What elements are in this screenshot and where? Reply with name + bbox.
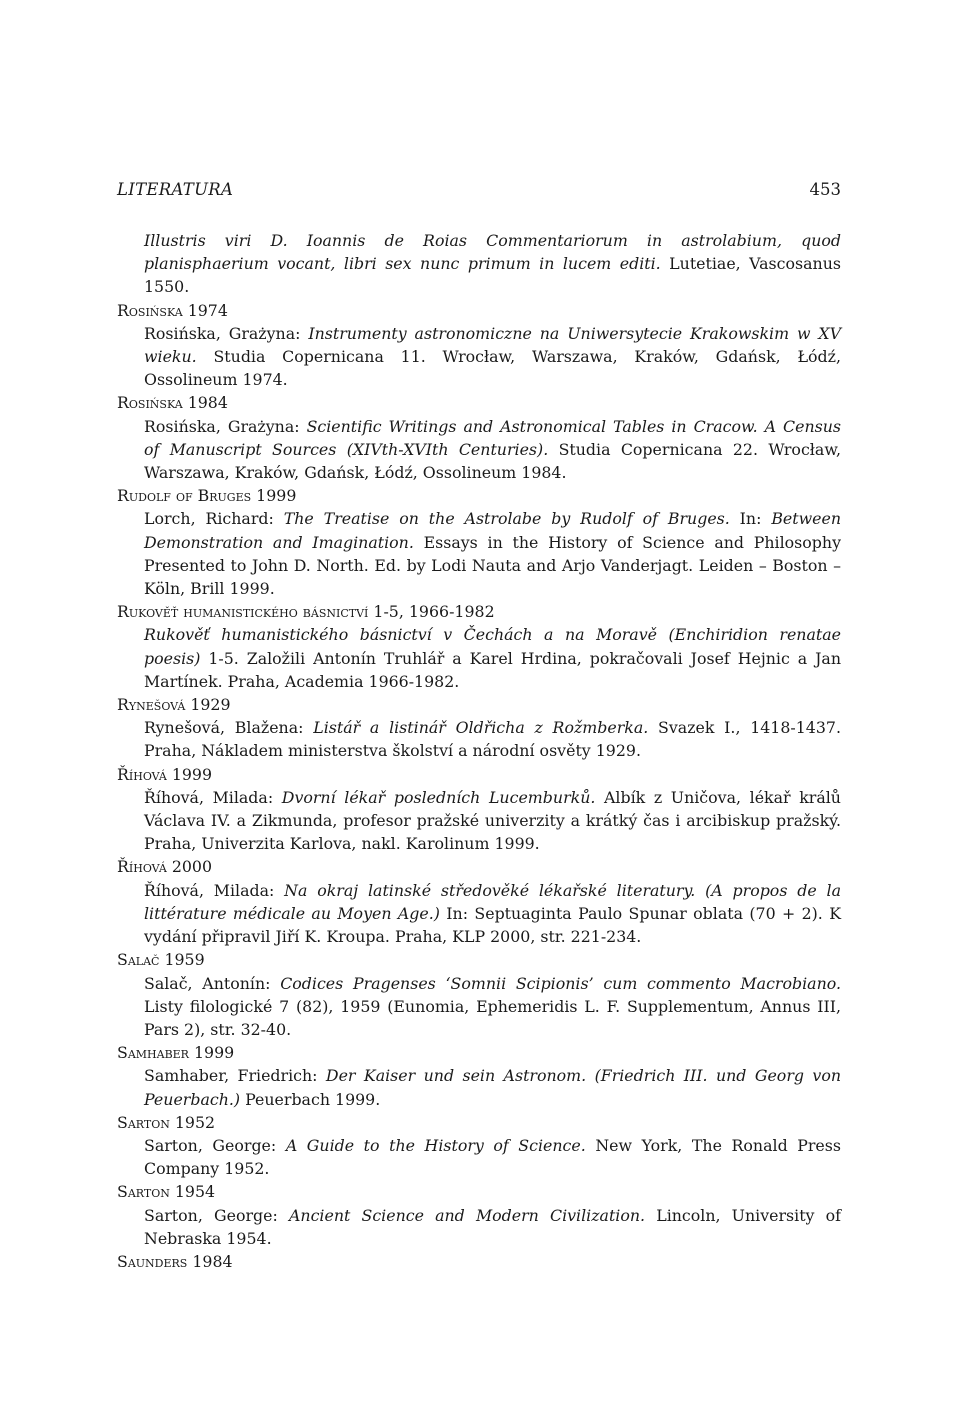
entry-key: Saunders 1984 <box>117 1251 233 1271</box>
bibliography-entry <box>117 693 841 763</box>
bibliography-entry <box>117 229 841 299</box>
entry-citation <box>117 229 841 299</box>
citation-title: Ancient Science and Modern Civilization. <box>288 1205 646 1225</box>
bibliography-list <box>117 229 841 1273</box>
entry-citation <box>117 1064 841 1110</box>
entry-citation <box>117 1204 841 1250</box>
running-head <box>117 180 841 199</box>
citation-text: Sarton, George: <box>144 1205 289 1225</box>
citation-title: The Treatise on the Astrolabe by Rudolf of Bruges. <box>283 509 730 529</box>
page-number: 453 <box>809 180 841 199</box>
bibliography-entry <box>117 484 841 600</box>
entry-key: Rukověť humanistického básnictví 1-5, 1966-1982 <box>117 602 495 622</box>
citation-title: Rukověť humanistického básnictví v Čechách a na Moravě (Enchiridion renatae poesis) <box>144 625 841 668</box>
citation-text: Listy filologické 7 (82), 1959 (Eunomia, Ephemeridis L. F. Supplementum, Annus III, Pars 2), str. 32-40. <box>144 996 841 1039</box>
bibliography-entry <box>117 948 841 1041</box>
entry-key: Salač 1959 <box>117 950 205 970</box>
citation-title: A Guide to the History of Science. <box>285 1135 586 1155</box>
page <box>117 180 841 1273</box>
bibliography-entry <box>117 855 841 948</box>
citation-text: Studia Copernicana 11. Wrocław, Warszawa, Kraków, Gdańsk, Łódź, Ossolineum 1974. <box>144 347 841 390</box>
entry-citation <box>117 1134 841 1180</box>
citation-text: Rynešová, Blažena: <box>144 718 314 738</box>
citation-text: Rosińska, Grażyna: <box>144 416 307 436</box>
bibliography-entry <box>117 600 841 693</box>
citation-text: Lutetiae, Vascosanus 1550. <box>144 254 841 297</box>
entry-key: Sarton 1954 <box>117 1182 216 1202</box>
citation-title: Der Kaiser und sein Astronom. (Friedrich III. und Georg von Peuerbach.) <box>144 1066 842 1109</box>
entry-key: Říhová 1999 <box>117 764 213 784</box>
citation-title: Na okraj latinské středověké lékařské literatury. (A propos de la littérature médicale au Moyen Age.) <box>144 880 841 923</box>
bibliography-entry <box>117 1111 841 1181</box>
citation-text: Lincoln, University of Nebraska 1954. <box>144 1205 841 1248</box>
entry-key: Sarton 1952 <box>117 1112 216 1132</box>
citation-text: Salač, Antonín: <box>144 973 281 993</box>
citation-title: Dvorní lékař posledních Lucemburků. <box>281 787 596 807</box>
bibliography-entry <box>117 391 841 484</box>
bibliography-entry <box>117 763 841 856</box>
citation-title: Instrumenty astronomiczne na Uniwersytecie Krakowskim w XV wieku. <box>144 323 841 367</box>
citation-title: Codices Pragenses ‘Somnii Scipionis’ cum commento Macrobiano. <box>280 973 841 993</box>
entry-citation <box>117 786 841 856</box>
citation-text: 1-5. Založili Antonín Truhlář a Karel Hrdina, pokračovali Josef Hejnic a Jan Martínek. Praha, Academia 1966-1982. <box>144 648 841 691</box>
citation-text: In: Septuaginta Paulo Spunar oblata (70 + 2). K vydání připravil Jiří K. Kroupa. Praha, KLP 2000, str. 221-234. <box>144 903 841 947</box>
entry-citation <box>117 507 841 600</box>
entry-citation <box>117 972 841 1042</box>
citation-text: New York, The Ronald Press Company 1952. <box>144 1135 841 1179</box>
entry-key: Rosińska 1984 <box>117 393 228 413</box>
bibliography-entry <box>117 1041 841 1111</box>
citation-text: Rosińska, Grażyna: <box>144 323 309 343</box>
entry-key: Rudolf of Bruges 1999 <box>117 486 297 506</box>
citation-title: Scientific Writings and Astronomical Tables in Cracow. A Census of Manuscript Sources (XIVth-XVIth Centuries). <box>144 416 842 459</box>
entry-citation <box>117 716 841 762</box>
citation-text: Říhová, Milada: <box>144 787 282 807</box>
citation-title: Between Demonstration and Imagination. <box>144 509 842 552</box>
citation-text: In: <box>729 509 772 529</box>
citation-text: Svazek I., 1418-1437. Praha, Nákladem ministerstva školství a národní osvěty 1929. <box>144 718 841 761</box>
citation-title: Illustris viri D. Ioannis de Roias Commentariorum in astrolabium, quod planisphaerium vocant, libri sex nunc primum in lucem editi. <box>144 231 841 274</box>
citation-text: Peuerbach 1999. <box>240 1089 381 1109</box>
entry-key: Rosińska 1974 <box>117 300 228 320</box>
entry-citation <box>117 623 841 693</box>
citation-text: Říhová, Milada: <box>144 880 285 900</box>
citation-text: Albík z Uničova, lékař králů Václava IV. a Zikmunda, profesor pražské univerzity a krátký čas i arcibiskup pražský. Praha, Univerzita Karlova, nakl. Karolinum 1999. <box>144 787 841 854</box>
entry-citation <box>117 415 841 485</box>
citation-text: Studia Copernicana 22. Wrocław, Warszawa, Kraków, Gdańsk, Łódź, Ossolineum 1984. <box>144 439 841 483</box>
entry-citation <box>117 879 841 949</box>
citation-text: Lorch, Richard: <box>144 509 284 529</box>
bibliography-entry <box>117 299 841 392</box>
bibliography-entry <box>117 1180 841 1250</box>
citation-text: Samhaber, Friedrich: <box>144 1066 326 1086</box>
bibliography-entry <box>117 1250 841 1273</box>
entry-key: Rynešová 1929 <box>117 695 231 715</box>
running-title: LITERATURA <box>117 180 234 199</box>
citation-title: Listář a listinář Oldřicha z Rožmberka. <box>313 718 649 738</box>
citation-text: Essays in the History of Science and Philosophy Presented to John D. North. Ed. by Lodi Nauta and Arjo Vanderjagt. Leiden – Boston – Köln, Brill 1999. <box>144 532 841 599</box>
entry-key: Říhová 2000 <box>117 857 213 877</box>
entry-key: Samhaber 1999 <box>117 1043 235 1063</box>
citation-text: Sarton, George: <box>144 1135 286 1155</box>
entry-citation <box>117 322 841 392</box>
